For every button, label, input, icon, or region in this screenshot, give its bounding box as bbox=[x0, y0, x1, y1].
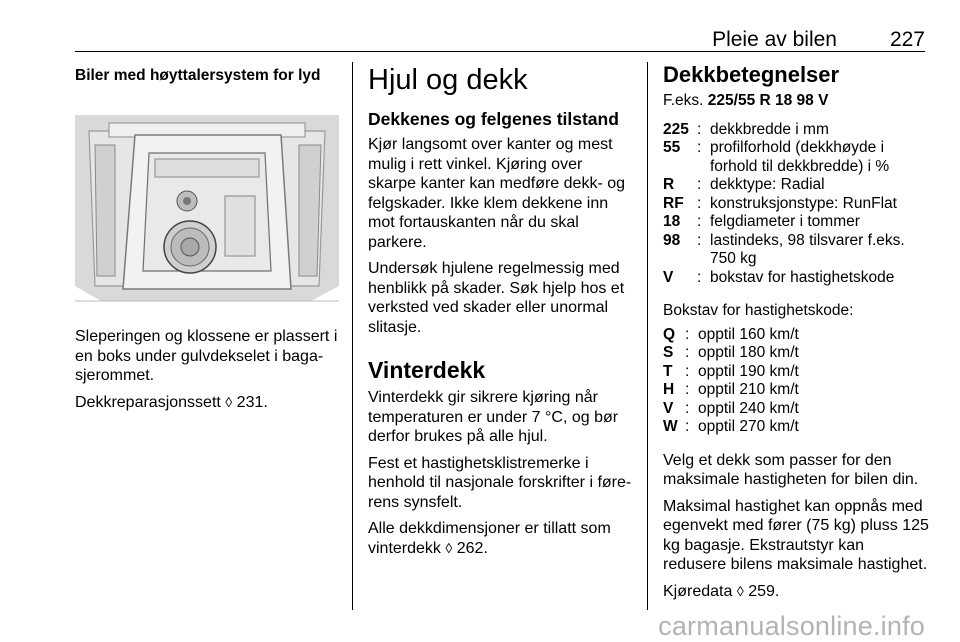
section-title: Vinterdekk bbox=[368, 357, 486, 383]
list-key: 225 bbox=[663, 120, 689, 138]
paragraph-with-reference bbox=[663, 582, 931, 602]
speed-intro: Bokstav for hastighetskode: bbox=[663, 302, 854, 319]
list-item bbox=[663, 344, 931, 363]
column-right bbox=[663, 62, 931, 601]
page-reference[interactable]: 262. bbox=[456, 539, 488, 557]
paragraph: Vinterdekk gir sikrere kjøring når temperaturen er under 7 °C, og bør derfor brukes på alle hjul. bbox=[368, 389, 619, 445]
column-left bbox=[75, 62, 340, 412]
list-key: S bbox=[663, 344, 674, 361]
speed-code-list bbox=[663, 326, 931, 437]
list-key: Q bbox=[663, 325, 676, 343]
list-key: R bbox=[663, 176, 675, 193]
section-title: Dekkbetegnelser bbox=[663, 62, 840, 87]
list-value: konstruksjonstype: RunFlat bbox=[710, 194, 897, 212]
list-key: H bbox=[663, 381, 675, 398]
header-title: Pleie av bilen bbox=[712, 28, 837, 51]
column-divider bbox=[647, 62, 648, 610]
list-value: felgdiameter i tommer bbox=[710, 213, 860, 230]
paragraph-text: Dekkreparasjonssett bbox=[75, 393, 226, 411]
paragraph: Kjør langsomt over kanter og mest mulig i rett vinkel. Kjøring over skarpe kanter kan medføre dekk- og felgskader. Ikke klem dekkene inn mot fortauskanten når du skal parkere. bbox=[368, 136, 626, 251]
page-reference-icon: ◊ bbox=[736, 582, 744, 599]
list-colon: : bbox=[685, 325, 690, 343]
paragraph-with-reference bbox=[75, 393, 340, 413]
list-colon: : bbox=[697, 120, 702, 138]
list-value: lastindeks, 98 tilsvarer f.eks. 750 kg bbox=[710, 231, 905, 267]
list-value: opptil 180 km/t bbox=[698, 344, 799, 361]
page-reference[interactable]: 231. bbox=[236, 393, 268, 411]
list-item bbox=[663, 121, 931, 140]
list-colon: : bbox=[697, 231, 702, 249]
paragraph-text: Kjøredata bbox=[663, 582, 737, 600]
list-item bbox=[663, 213, 931, 232]
list-colon: : bbox=[685, 399, 690, 417]
paragraph: Undersøk hjulene regelmessig med henblikk på skader. Søk hjelp hos et verksted ved skader eller unormal slitasje. bbox=[368, 260, 625, 336]
list-item bbox=[663, 269, 931, 288]
page-reference-icon: ◊ bbox=[225, 393, 233, 410]
trunk-speaker-illustration-icon bbox=[75, 101, 339, 311]
chapter-title: Hjul og dekk bbox=[368, 64, 528, 96]
paragraph-with-reference bbox=[368, 519, 634, 558]
paragraph: Fest et hastighetsklistremerke i henhold til nasjonale forskrifter i førerens synsfelt. bbox=[368, 454, 632, 511]
list-colon: : bbox=[697, 268, 702, 286]
page-number: 227 bbox=[889, 28, 925, 51]
list-item bbox=[663, 400, 931, 419]
list-key: T bbox=[663, 362, 673, 380]
list-value: bokstav for hastighetskode bbox=[710, 268, 895, 286]
list-item bbox=[663, 363, 931, 382]
list-item bbox=[663, 381, 931, 400]
list-colon: : bbox=[697, 139, 702, 156]
example-prefix: F.eks. bbox=[663, 92, 708, 109]
list-colon: : bbox=[685, 344, 690, 361]
list-value: profilforhold (dekkhøyde i forhold til dekkbredde) i % bbox=[710, 139, 890, 175]
list-key: V bbox=[663, 268, 674, 286]
section-title: Dekkenes og felgenes tilstand bbox=[368, 109, 619, 129]
list-colon: : bbox=[685, 362, 690, 380]
designation-list bbox=[663, 121, 931, 288]
list-value: dekkbredde i mm bbox=[710, 120, 829, 138]
list-key: W bbox=[663, 418, 678, 435]
watermark: carmanualsonline.info bbox=[658, 611, 925, 641]
list-colon: : bbox=[685, 418, 690, 435]
section-heading: Biler med høyttalersystem for lyd bbox=[75, 67, 321, 84]
page-reference[interactable]: 259. bbox=[748, 582, 780, 600]
list-value: opptil 160 km/t bbox=[698, 325, 799, 343]
list-key: RF bbox=[663, 194, 684, 212]
list-key: 18 bbox=[663, 213, 681, 230]
list-value: dekktype: Radial bbox=[710, 176, 825, 193]
paragraph-text: Alle dekkdimensjoner er tillatt som vinterdekk bbox=[368, 520, 611, 557]
list-item bbox=[663, 418, 931, 437]
example-line bbox=[663, 91, 931, 111]
list-item bbox=[663, 326, 931, 345]
list-value: opptil 210 km/t bbox=[698, 381, 799, 398]
page-header bbox=[75, 22, 925, 50]
list-value: opptil 190 km/t bbox=[698, 362, 799, 380]
paragraph: Velg et dekk som passer for den maksimale hastigheten for bilen din. bbox=[663, 451, 919, 488]
example-value: 225/55 R 18 98 V bbox=[707, 92, 829, 109]
header-rule bbox=[75, 51, 925, 52]
list-colon: : bbox=[697, 194, 702, 212]
list-item bbox=[663, 176, 931, 195]
paragraph: Sleperingen og klossene er plassert i en boks under gulvdekselet i bagasjerommet. bbox=[75, 328, 338, 384]
list-colon: : bbox=[697, 176, 702, 193]
list-value: opptil 240 km/t bbox=[698, 399, 799, 417]
list-colon: : bbox=[697, 213, 702, 230]
list-item bbox=[663, 139, 931, 176]
page-reference-icon: ◊ bbox=[445, 539, 453, 556]
list-key: V bbox=[663, 399, 674, 417]
paragraph: Maksimal hastighet kan oppnås med egenvekt med fører (75 kg) pluss 125 kg bagasje. Ekstrautstyr kan redusere bilens maksimale hastighet. bbox=[663, 497, 929, 573]
list-value: opptil 270 km/t bbox=[698, 418, 799, 435]
list-item bbox=[663, 232, 931, 269]
list-colon: : bbox=[685, 381, 690, 398]
list-key: 55 bbox=[663, 139, 681, 156]
list-key: 98 bbox=[663, 231, 681, 249]
list-item bbox=[663, 195, 931, 214]
column-middle bbox=[368, 62, 634, 558]
column-divider bbox=[352, 62, 353, 610]
